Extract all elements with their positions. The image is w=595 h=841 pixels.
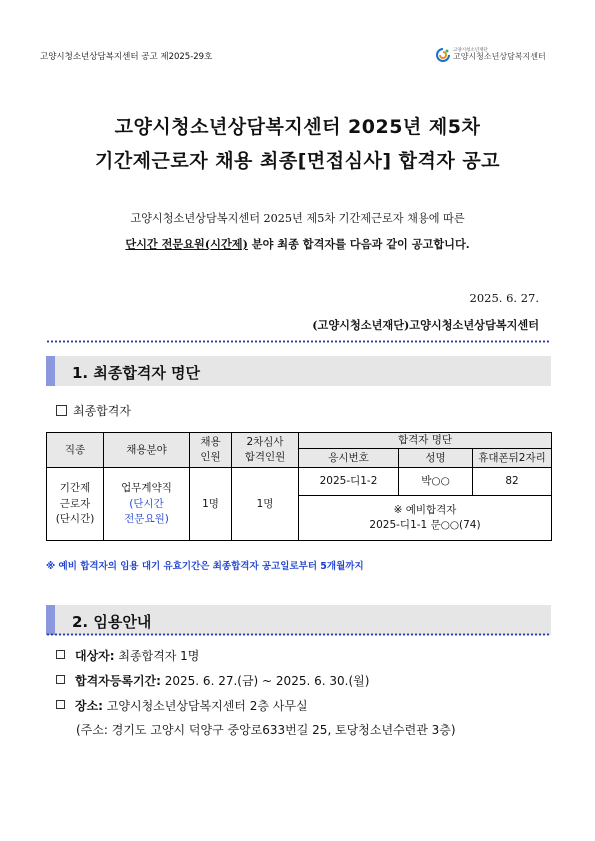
section-bar bbox=[46, 356, 55, 386]
result-table bbox=[46, 432, 552, 541]
intro-underlined: 단시간 전문요원(시간제) bbox=[125, 237, 248, 251]
header-second-round: 2차심사 합격인원 bbox=[232, 433, 299, 468]
header-phone: 휴대폰뒤2자리 bbox=[473, 449, 552, 468]
checkbox-icon bbox=[56, 650, 65, 659]
reserve-label: ※ 예비합격자 bbox=[393, 504, 457, 516]
intro-line1: 고양시청소년상담복지센터 2025년 제5차 기간제근로자 채용에 따른 bbox=[130, 212, 465, 225]
field-main: 업무계약직 bbox=[121, 482, 172, 495]
organization-logo bbox=[436, 46, 546, 64]
section1-title: 1. 최종합격자 명단 bbox=[72, 364, 201, 382]
header-list: 합격자 명단 bbox=[299, 433, 552, 449]
checkbox-icon bbox=[56, 700, 65, 709]
info-value: 2025. 6. 27.(금) ~ 2025. 6. 30.(월) bbox=[160, 674, 370, 688]
cell-job-type: 기간제 근로자 (단시간) bbox=[47, 468, 104, 541]
info-item bbox=[56, 697, 308, 714]
cell-name: 박○○ bbox=[399, 468, 473, 496]
info-value: 고양시청소년상담복지센터 2층 사무실 bbox=[102, 699, 308, 713]
checkbox-icon bbox=[56, 405, 67, 416]
cell-exam-number: 2025-디1-2 bbox=[299, 468, 399, 496]
notice-number: 고양시청소년상담복지센터 공고 제2025-29호 bbox=[40, 52, 213, 62]
section2-title: 2. 임용안내 bbox=[72, 613, 152, 631]
section2-header bbox=[46, 605, 551, 635]
dotted-divider bbox=[46, 340, 550, 343]
logo-text: 고양시청소년상담복지센터 bbox=[453, 52, 546, 62]
field-detail: (단시간 전문요원) bbox=[124, 497, 169, 525]
info-item bbox=[56, 647, 199, 664]
notice-date: 2025. 6. 27. bbox=[469, 291, 539, 305]
address: (주소: 경기도 고양시 덕양구 중앙로633번길 25, 토당청소년수련관 3층) bbox=[76, 723, 456, 737]
checkbox-icon bbox=[56, 675, 65, 684]
header-exam-number: 응시번호 bbox=[299, 449, 399, 468]
section1-header bbox=[46, 356, 551, 386]
cell-second-round: 1명 bbox=[232, 468, 299, 541]
logo-icon bbox=[436, 48, 450, 62]
logo-subtext: 고양시청소년재단 bbox=[453, 47, 488, 53]
page-title-line1: 고양시청소년상담복지센터 2025년 제5차 bbox=[114, 116, 481, 138]
cell-field bbox=[104, 468, 190, 541]
info-label: 대상자: bbox=[75, 649, 115, 663]
section1-subtitle bbox=[56, 402, 131, 419]
cell-reserve bbox=[299, 496, 552, 541]
header-positions: 채용 인원 bbox=[190, 433, 232, 468]
info-label: 장소: bbox=[75, 699, 103, 713]
reserve-value: 2025-디1-1 문○○(74) bbox=[369, 519, 481, 532]
cell-phone: 82 bbox=[473, 468, 552, 496]
page-title-line2: 기간제근로자 채용 최종[면접심사] 합격자 공고 bbox=[94, 150, 501, 172]
info-item bbox=[56, 672, 369, 689]
info-label: 합격자등록기간: bbox=[75, 674, 161, 688]
dotted-divider bbox=[46, 633, 550, 636]
intro-line2 bbox=[0, 236, 595, 252]
header-field: 채용분야 bbox=[104, 433, 190, 468]
section-bar bbox=[46, 605, 55, 635]
organization-name: (고양시청소년재단)고양시청소년상담복지센터 bbox=[312, 318, 539, 332]
reserve-note: ※ 예비 합격자의 임용 대기 유효기간은 최종합격자 공고일로부터 5개월까지 bbox=[46, 561, 364, 572]
info-value: 최종합격자 1명 bbox=[114, 649, 200, 663]
header-name: 성명 bbox=[399, 449, 473, 468]
subtitle-text: 최종합격자 bbox=[73, 404, 131, 418]
header-job-type: 직종 bbox=[47, 433, 104, 468]
intro-line2-rest: 분야 최종 합격자를 다음과 같이 공고합니다. bbox=[247, 237, 470, 251]
cell-positions: 1명 bbox=[190, 468, 232, 541]
